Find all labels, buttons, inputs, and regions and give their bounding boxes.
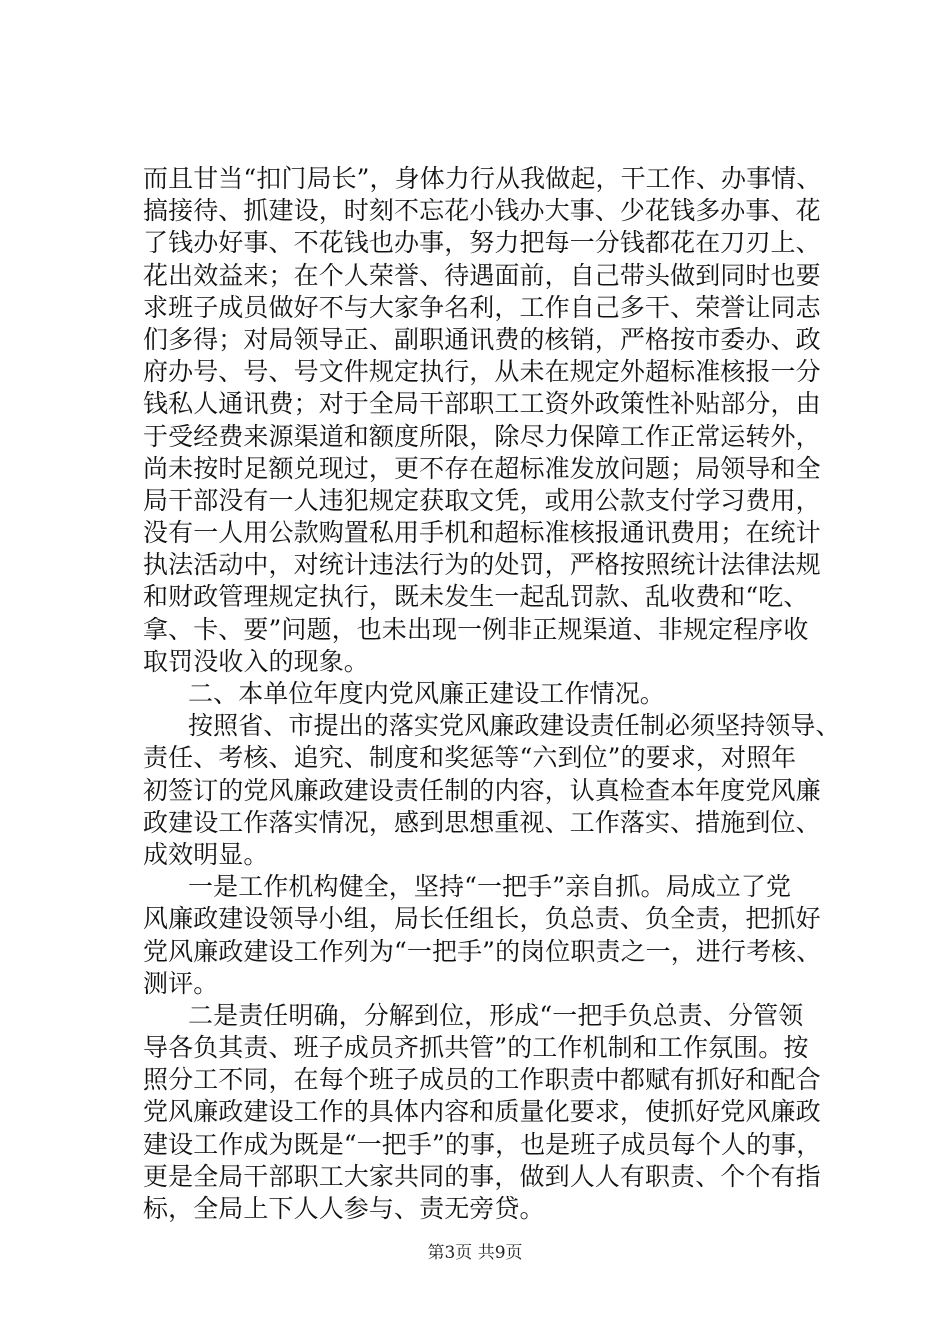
text-line: 党风廉政建设工作的具体内容和质量化要求，使抓好党风廉政 xyxy=(143,1097,821,1127)
text-line: 搞接待、抓建设，时刻不忘花小钱办大事、少花钱多办事、花 xyxy=(143,196,821,226)
text-line: 钱私人通讯费；对于全局干部职工工资外政策性补贴部分，由 xyxy=(143,389,821,419)
text-line: 局干部没有一人违犯规定获取文凭，或用公款支付学习费用， xyxy=(143,485,821,515)
text-line: 照分工不同，在每个班子成员的工作职责中都赋有抓好和配合 xyxy=(143,1065,821,1095)
text-line: 和财政管理规定执行，既未发生一起乱罚款、乱收费和“吃、 xyxy=(143,582,809,612)
text-line: 政建设工作落实情况，感到思想重视、工作落实、措施到位、 xyxy=(143,807,821,837)
text-line: 执法活动中，对统计违法行为的处罚，严格按照统计法律法规 xyxy=(143,550,821,580)
text-line: 们多得；对局领导正、副职通讯费的核销，严格按市委办、政 xyxy=(143,324,821,354)
text-line: 二、本单位年度内党风廉正建设工作情况。 xyxy=(188,679,665,708)
text-line: 花出效益来；在个人荣誉、待遇面前，自己带头做到同时也要 xyxy=(143,260,821,290)
text-line: 更是全局干部职工大家共同的事，做到人人有职责、个个有指 xyxy=(143,1161,821,1191)
text-line: 成效明显。 xyxy=(143,839,269,869)
page-footer: 第3页 共9页 xyxy=(427,1243,523,1263)
text-line: 按照省、市提出的落实党风廉政建设责任制必须坚持领导、 xyxy=(188,711,841,741)
text-line: 风廉政建设领导小组，局长任组长，负总责、负全责，把抓好 xyxy=(143,904,821,934)
text-line: 了钱办好事、不花钱也办事，努力把每一分钱都花在刀刃上、 xyxy=(143,228,821,258)
text-line: 取罚没收入的现象。 xyxy=(143,646,369,676)
text-line: 一是工作机构健全，坚持“一把手”亲自抓。局成立了党 xyxy=(188,872,792,902)
text-line: 标，全局上下人人参与、责无旁贷。 xyxy=(143,1194,545,1223)
text-line: 责任、考核、追究、制度和奖惩等“六到位”的要求，对照年 xyxy=(143,743,797,773)
text-line: 而且甘当“扣门局长”，身体力行从我做起，干工作、办事情、 xyxy=(143,164,822,193)
text-line: 没有一人用公款购置私用手机和超标准核报通讯费用；在统计 xyxy=(143,518,821,548)
text-line: 导各负其责、班子成员齐抓共管”的工作机制和工作氛围。按 xyxy=(143,1033,809,1063)
text-line: 测评。 xyxy=(143,968,219,998)
text-line: 求班子成员做好不与大家争名利，工作自己多干、荣誉让同志 xyxy=(143,292,821,322)
text-line: 党风廉政建设工作列为“一把手”的岗位职责之一，进行考核、 xyxy=(143,936,822,966)
text-line: 拿、卡、要”问题，也未出现一例非正规渠道、非规定程序收 xyxy=(143,614,809,644)
text-line: 于受经费来源渠道和额度所限，除尽力保障工作正常运转外， xyxy=(143,421,821,451)
body-text xyxy=(143,163,841,1225)
text-line: 尚未按时足额兑现过，更不存在超标准发放问题；局领导和全 xyxy=(143,453,821,483)
text-line: 建设工作成为既是“一把手”的事，也是班子成员每个人的事， xyxy=(143,1129,822,1159)
text-line: 府办号、号、号文件规定执行，从未在规定外超标准核报一分 xyxy=(143,357,821,387)
text-line: 初签订的党风廉政建设责任制的内容，认真检查本年度党风廉 xyxy=(143,775,821,805)
text-line: 二是责任明确，分解到位，形成“一把手负总责、分管领 xyxy=(188,1000,804,1030)
